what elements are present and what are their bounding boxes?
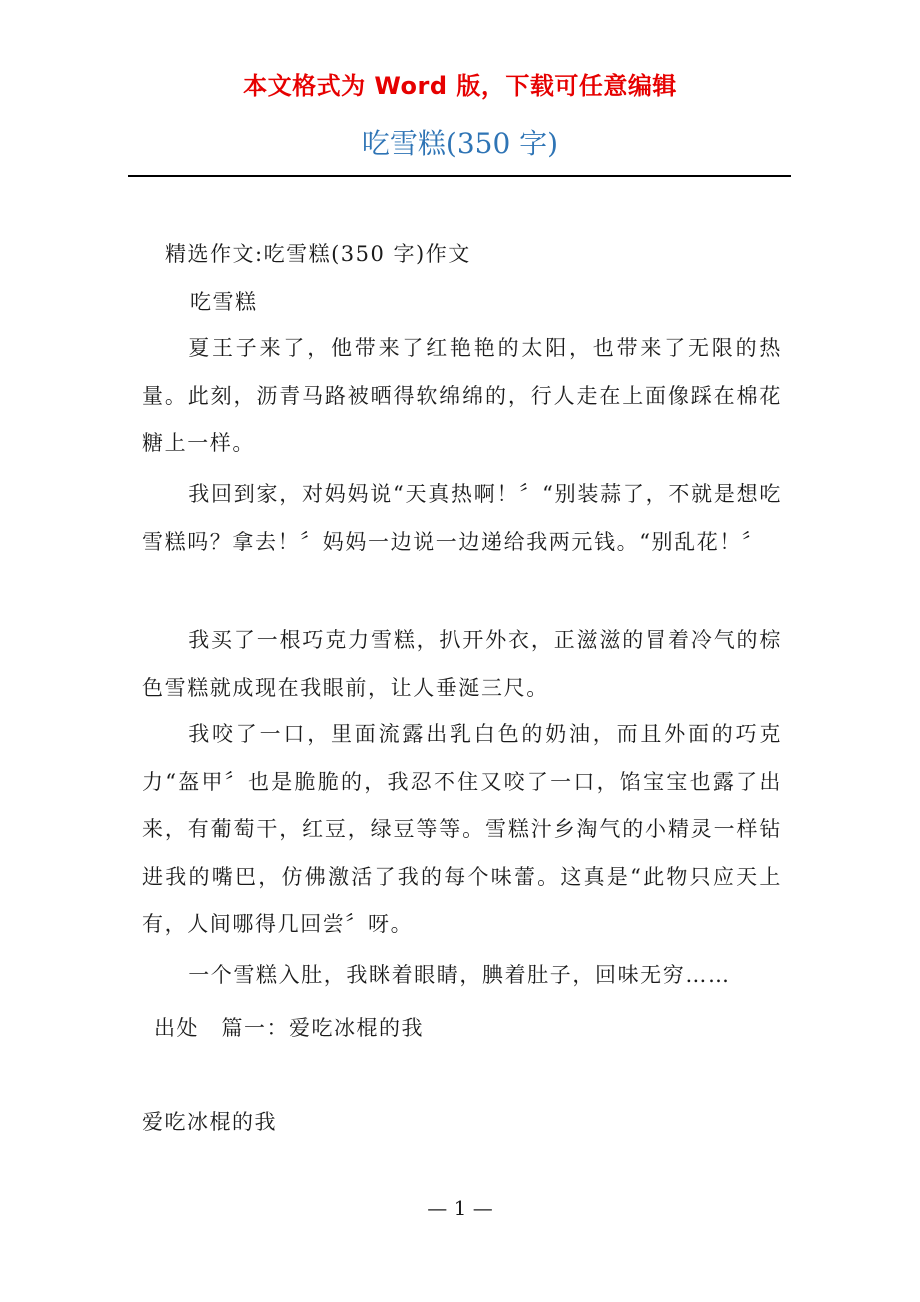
intro-line: 精选作文:吃雪糕(350 字)作文 bbox=[165, 242, 471, 266]
title-divider bbox=[128, 175, 791, 177]
paragraph-2: 我回到家，对妈妈说“天真热啊！〞“别装蒜了，不就是想吃雪糕吗？拿去！〞妈妈一边说一边递给我两元钱。“别乱花！〞 bbox=[142, 482, 782, 554]
format-banner: 本文格式为 Word 版，下载可任意编辑 bbox=[243, 72, 677, 100]
paragraph-1: 夏王子来了，他带来了红艳艳的太阳，也带来了无限的热量。此刻，沥青马路被晒得软绵绵的，行人走在上面像踩在棉花糖上一样。 bbox=[142, 336, 782, 455]
paragraph-4: 我咬了一口，里面流露出乳白色的奶油，而且外面的巧克力“盔甲〞也是脆脆的，我忍不住又咬了一口，馅宝宝也露了出来，有葡萄干，红豆，绿豆等等。雪糕汁乡淘气的小精灵一样钻进我的嘴巴，仿佛激活了我的每个味蕾。这真是“此物只应天上有，人间哪得几回尝〞呀。 bbox=[142, 722, 782, 936]
document-title: 吃雪糕(350 字) bbox=[361, 127, 559, 160]
essay-subtitle: 吃雪糕 bbox=[190, 290, 258, 314]
paragraph-5: 一个雪糕入肚，我眯着眼睛，腆着肚子，回味无穷…… bbox=[188, 963, 731, 987]
page-number: — 1 — bbox=[427, 1196, 493, 1220]
source-line: 出处 篇一：爱吃冰棍的我 bbox=[154, 1016, 424, 1040]
next-section-heading: 爱吃冰棍的我 bbox=[142, 1110, 277, 1134]
paragraph-3: 我买了一根巧克力雪糕，扒开外衣，正滋滋的冒着冷气的棕色雪糕就成现在我眼前，让人垂涎三尺。 bbox=[142, 628, 782, 700]
